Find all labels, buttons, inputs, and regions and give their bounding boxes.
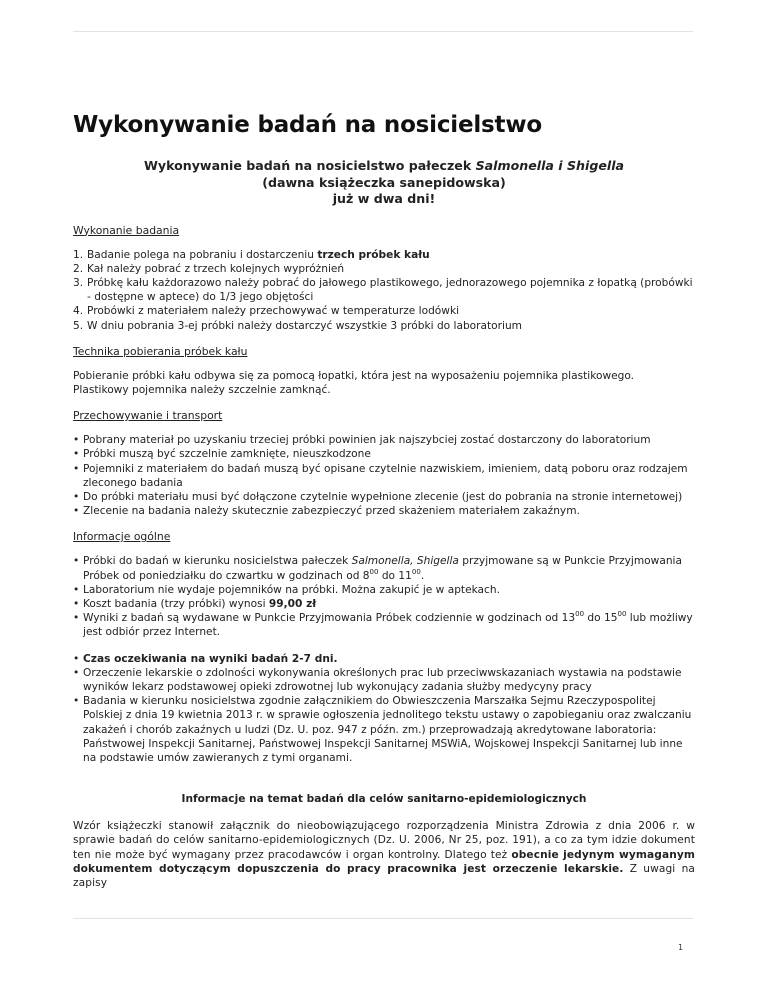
page-number: 1 <box>678 943 684 952</box>
section-heading-wykonanie: Wykonanie badania <box>73 223 180 237</box>
list-item: • Pobrany materiał po uzyskaniu trzeciej próbki powinien jak najszybciej zostać dostarczony do laboratorium <box>73 434 651 447</box>
list-item: • Próbki muszą być szczelnie zamknięte, nieuszkodzone <box>73 448 371 461</box>
storage-list <box>73 433 695 518</box>
technika-paragraph: Pobieranie próbki kału odbywa się za pomocą łopatki, która jest na wyposażeniu pojemnika plastikowego. Plastikowy pojemnika należy szczelnie zamknąć. <box>73 369 635 396</box>
list-item: • Zlecenie na badania należy skutecznie zabezpieczyć przed skażeniem materiałem zakaźnym. <box>73 505 580 518</box>
section-heading-informacje: Informacje ogólne <box>73 530 171 544</box>
list-item: • Do próbki materiału musi być dołączone czytelnie wypełnione zlecenie (jest do pobrania na stronie internetowej) <box>73 490 683 503</box>
list-item: 3. Próbkę kału każdorazowo należy pobrać do jałowego plastikowego, jednorazowego pojemnika z łopatką (probówki - dostępne w aptece) do 1/3 jego objętości <box>73 276 693 304</box>
list-item: • Próbki do badań w kierunku nosicielstwa pałeczek Salmonella, Shigella przyjmowane są w Punkcie Przyjmowania Próbek od poniedziałku do czwartku w godzinach od $8^{00}$ do $11^{00}$. <box>73 555 682 582</box>
list-item: 2. Kał należy pobrać z trzech kolejnych wypróżnień <box>73 262 345 275</box>
list-item: • Czas oczekiwania na wyniki badań 2-7 dni. <box>73 652 338 665</box>
list-item: • Badania w kierunku nosicielstwa zgodnie załącznikiem do Obwieszczenia Marszałka Sejmu Rzeczypospolitej Polskiej z dnia 19 kwietnia 2013 r. w sprawie ogłoszenia jednolitego tekstu ustawy o zapobieganiu oraz zwalczaniu zakażeń i chorób zakaźnych u ludzi (Dz. U. poz. 947 z późn. zm.) przeprowadzają akredytowane laboratoria: Państwowej Inspekcji Sanitarnej, Państwowej Inspekcji Sanitarnej MSWiA, Wojskowej Inspekcji Sanitarnej lub inne na podstawie umów zawieranych z tymi organami. <box>73 695 692 764</box>
results-list <box>73 652 695 766</box>
list-item: 1. Badanie polega na pobraniu i dostarczeniu trzech próbek kału <box>73 248 430 261</box>
top-divider <box>73 31 693 32</box>
list-item: • Orzeczenie lekarskie o zdolności wykonywania określonych prac lub przeciwwskazaniach wystawia na podstawie wyników lekarz podstawowej opieki zdrowotnej lub wykonujący zadania służby medycyny pracy <box>73 666 682 693</box>
document-body <box>73 112 695 902</box>
page-title: Wykonywanie badań na nosicielstwo <box>73 112 542 138</box>
sanitarno-paragraph: Wzór książeczki stanowił załącznik do nieobowiązującego rozporządzenia Ministra Zdrowia z dnia 2006 r. w sprawie badań do celów sanitarno-epidemiologicznych (Dz. U. 2006, Nr 25, poz. 191), a co za tym idzie dokument ten nie może być wymagany przez pracodawców i organ kontrolny. Dlatego też obecnie jedynym wymaganym dokumentem dotyczącym dopuszczenia do pracy pracownika jest orzeczenie lekarskie. Z uwagi na zapisy <box>73 820 696 889</box>
subtitle-block <box>73 158 695 208</box>
procedure-list <box>73 248 695 333</box>
section-heading-sanitarno: Informacje na temat badań dla celów sanitarno-epidemiologicznych <box>181 793 587 806</box>
list-item: • Wyniki z badań są wydawane w Punkcie Przyjmowania Próbek codziennie w godzinach od $13^{00}$ do $15^{00}$ lub możliwy jest odbiór przez Internet. <box>73 610 693 639</box>
section-heading-technika: Technika pobierania próbek kału <box>73 344 248 358</box>
subtitle-line2: (dawna książeczka sanepidowska) <box>262 174 506 190</box>
list-item: • Koszt badania (trzy próbki) wynosi 99,00 zł <box>73 597 317 610</box>
section-heading-przechowywanie: Przechowywanie i transport <box>73 409 223 423</box>
list-item: • Laboratorium nie wydaje pojemników na próbki. Można zakupić je w aptekach. <box>73 583 500 596</box>
list-item: 5. W dniu pobrania 3-ej próbki należy dostarczyć wszystkie 3 próbki do laboratorium <box>73 319 522 332</box>
bottom-divider <box>73 918 693 919</box>
list-item: • Pojemniki z materiałem do badań muszą być opisane czytelnie nazwiskiem, imieniem, datą poboru oraz rodzajem zleconego badania <box>73 462 688 489</box>
list-item: 4. Probówki z materiałem należy przechowywać w temperaturze lodówki <box>73 305 460 318</box>
general-info-list <box>73 554 695 639</box>
subtitle-italic: Salmonella i Shigella <box>475 158 625 173</box>
subtitle-line3: już w dwa dni! <box>332 191 436 206</box>
subtitle-line1: Wykonywanie badań na nosicielstwo pałeczek <box>143 158 476 173</box>
